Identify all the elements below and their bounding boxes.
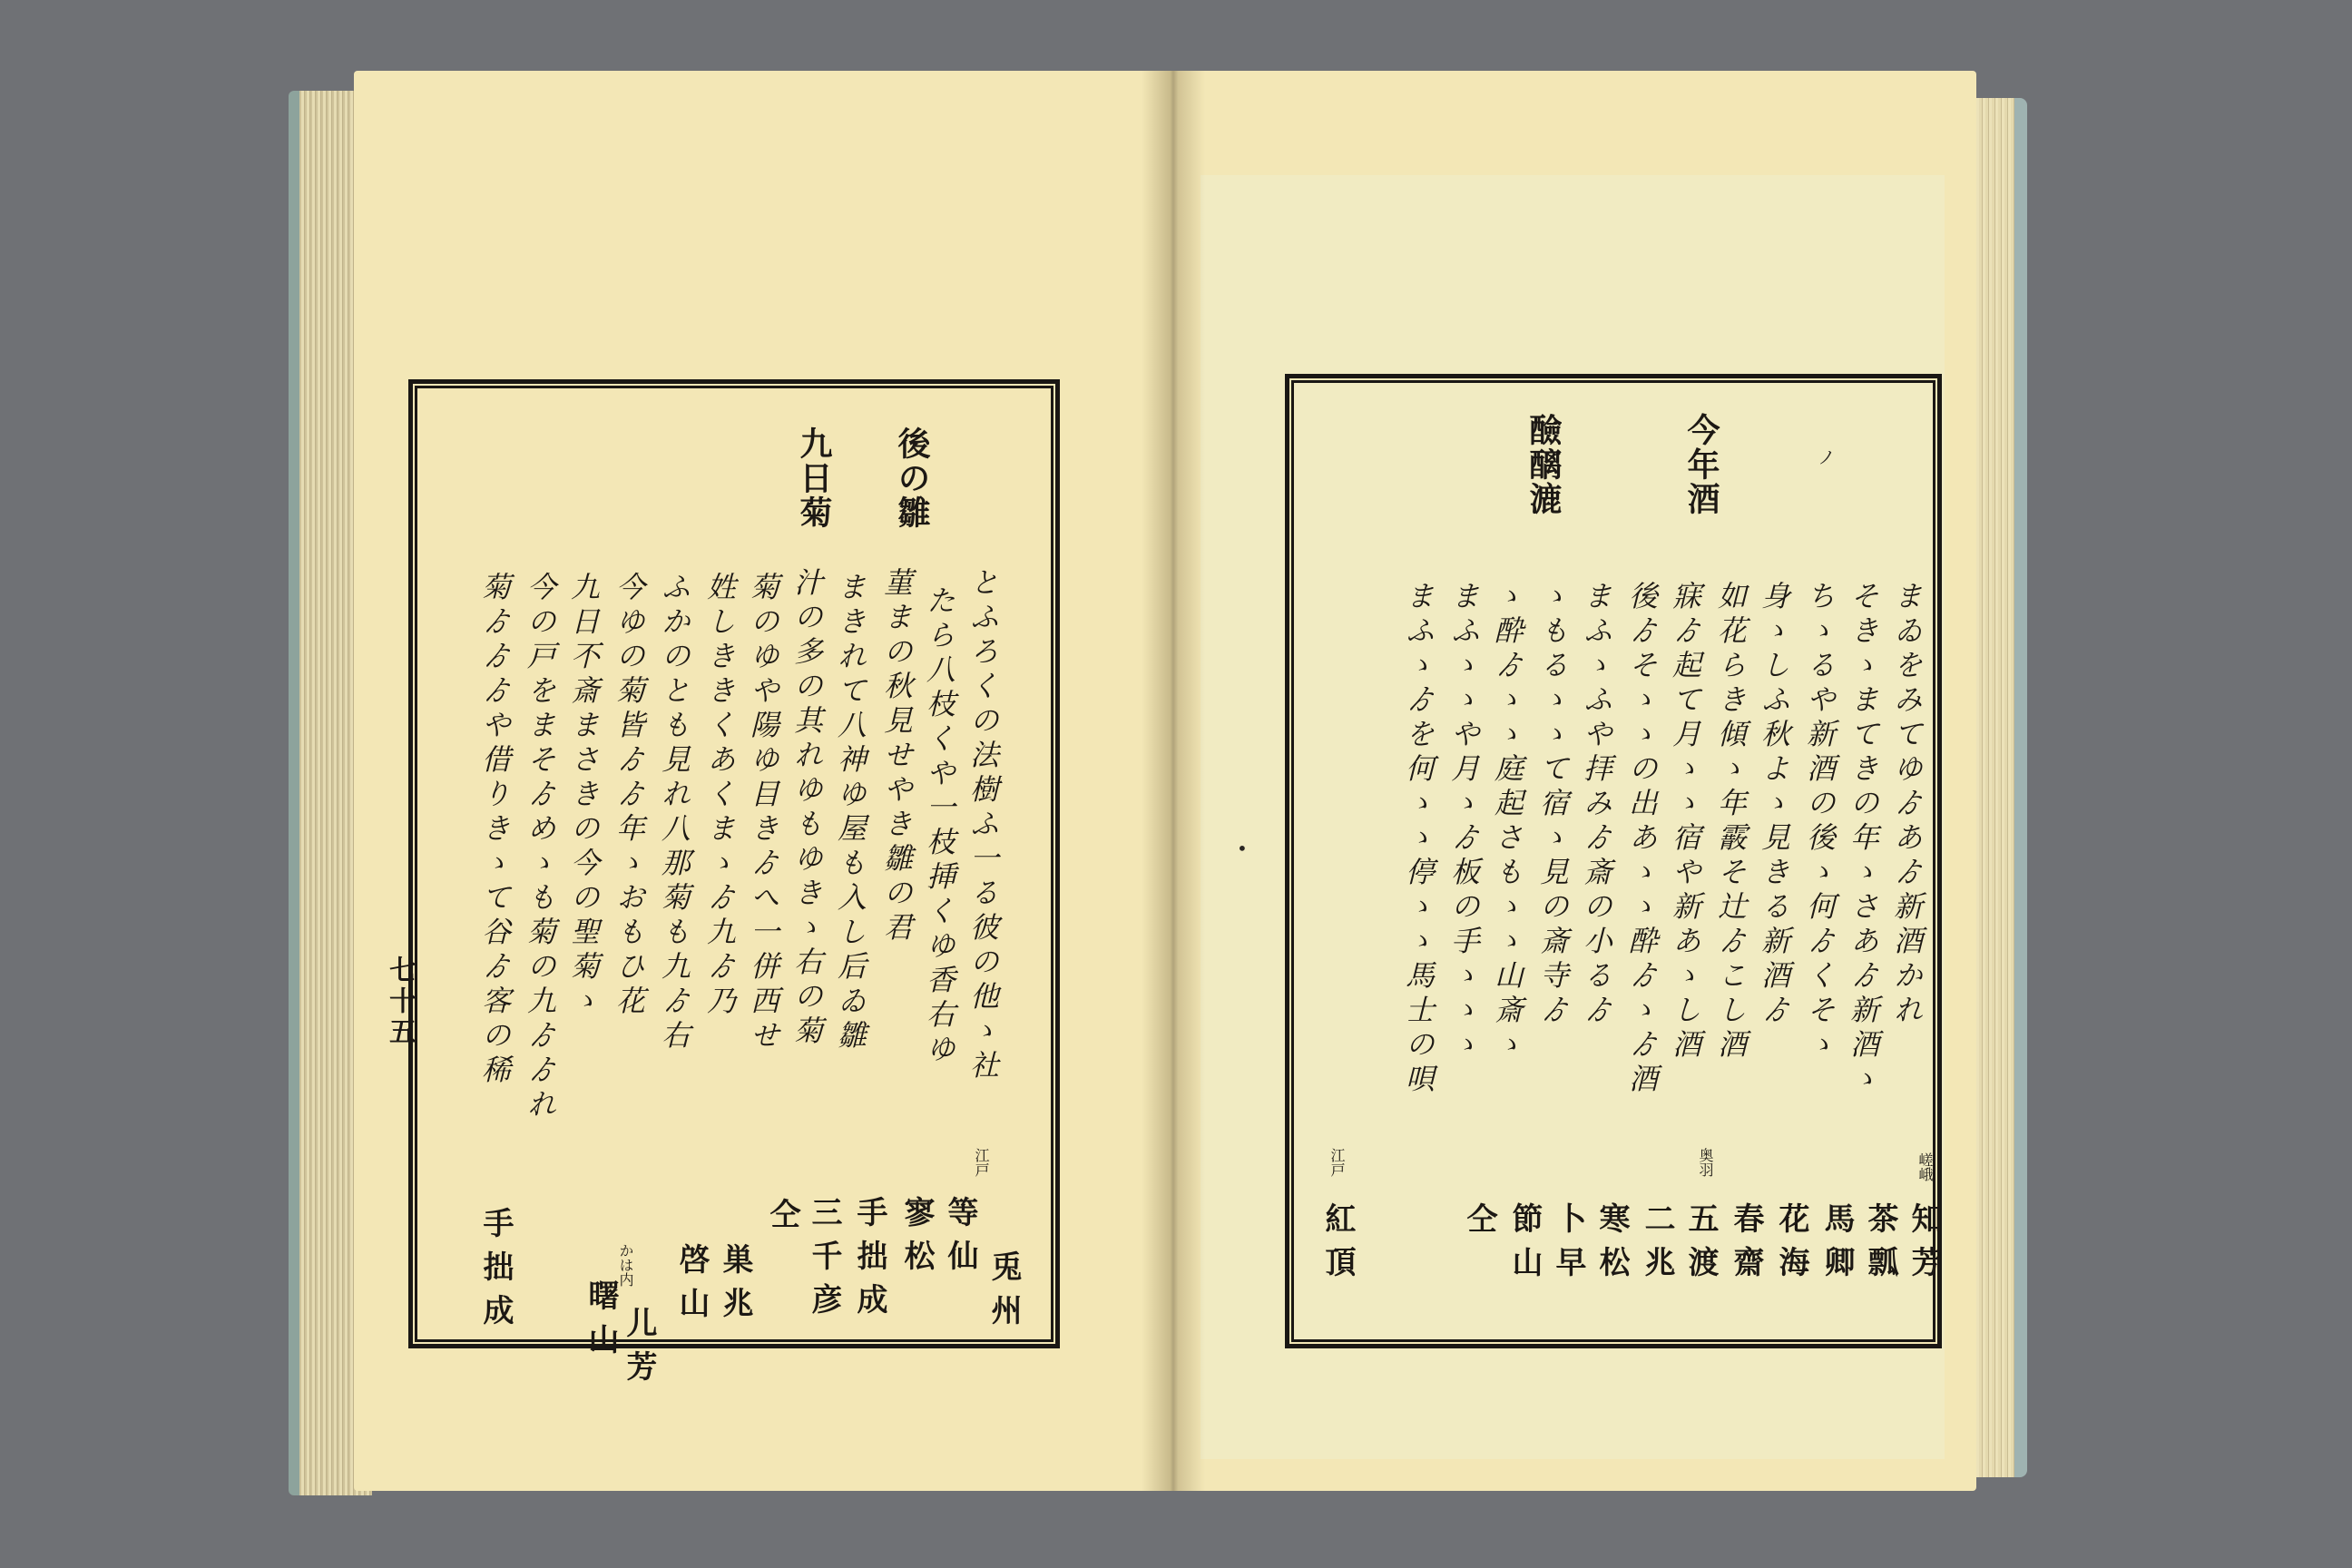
poem-text: まきれて八神ゆ屋も入し后ゐ雛 [833,572,867,1054]
poem-place: 奥羽 [1697,1148,1714,1177]
section-title: 今年酒 [1682,413,1720,516]
poem-text: 菊のゆや陽ゆ目きゟへ一併西せ [746,572,780,1054]
poem-text: たら八枝くや一枝挿くゆ香右ゆ [922,585,956,1068]
poem-author: 等仙 [942,1196,978,1283]
poem-text: 九日不斎まさきの今の聖菊ゝ [566,572,601,1020]
poem-text: 姓しききくあくまゝゟ九ゟ乃 [702,572,737,1020]
poem-text: とふろくの法樹ふ一る彼の他ゝ社 [965,567,1000,1084]
poem-author: 三千彦 [806,1196,842,1327]
poem-text: 身ゝしふ秋よゝ見きる新酒ゟ [1757,581,1791,1029]
poem-text: そきゝまてきの年ゝさあゟ新酒ゝ [1846,581,1880,1098]
poem-text: 菊ゟゟゟや借りきゝて谷ゟ客の稀 [477,572,512,1089]
poem-text: ふかのとも見れ八那菊も九ゟ右 [657,572,691,1054]
poem-author: 仝 [764,1198,800,1241]
poem-text: 今の戸をまそゟめゝも菊の九ゟゟれ [523,572,557,1123]
poem-text: 如花らき傾ゝ年霰そ辻ゟこし酒 [1713,581,1748,1063]
poem-place: 江戸 [973,1148,990,1177]
poem-author: 寒松 [1593,1202,1630,1289]
poem-author: 五渡 [1682,1202,1719,1289]
poem-author: 手拙成 [477,1207,514,1338]
poem-author: 啓山 [673,1243,710,1330]
poem-text: 菫まの秋見せやき雛の君 [879,567,914,946]
poem-text: ゝもるゝゝて宿ゝ見の斎寺ゟ [1535,581,1570,1029]
poem-author: 知芳 [1906,1202,1942,1289]
poem-author: 春齋 [1728,1202,1764,1289]
poem-place: かは内 [617,1243,634,1287]
poem-place: 嵯峨 [1916,1152,1934,1181]
poem-author: 巣兆 [717,1243,753,1330]
book-gutter [1142,71,1205,1491]
poem-author: 手拙成 [851,1196,887,1327]
section-title: 醶醨漉 [1524,413,1563,516]
poem-text: 寐ゟ起て月ゝゝ宿や新あゝし酒 [1668,581,1702,1063]
poem-author: 茶瓢 [1862,1202,1898,1289]
poem-text: 汁の多の其れゆもゆきゝ右の菊 [789,567,824,1050]
poem-author: 卜早 [1550,1202,1586,1289]
poem-author: 馬卿 [1818,1202,1855,1289]
ink-mark: ノ [1818,446,1836,468]
section-title: 九日菊 [795,426,833,530]
poem-author: 節山 [1506,1202,1543,1289]
poem-text: まふゝゟを何ゝゝ停ゝゝ馬士の唄 [1401,581,1436,1098]
poem-text: まふゝゝや月ゝゟ板の手ゝゝゝ [1446,581,1481,1063]
poem-text: ゝ酔ゟゝゝ庭起さもゝゝ山斎ゝ [1490,581,1524,1063]
poem-author: 二兆 [1639,1202,1675,1289]
poem-author: 仝 [1461,1202,1497,1246]
poem-author: 曙山 [583,1279,619,1367]
poem-text: 後ゟそゝゝの出あゝゝ酔ゟゝゟ酒 [1624,581,1659,1098]
poem-text: まふゝふや拝みゟ斎の小るゟ [1579,581,1613,1029]
poem-place: 江戸 [1328,1148,1346,1177]
poem-text: まゐをみてゆゟあゟ新酒かれ [1889,581,1924,1029]
poem-text: ちゝるや新酒の後ゝ何ゟくそゝ [1802,581,1837,1063]
poem-author: 紅頂 [1319,1202,1356,1289]
poem-text: 今ゆの菊皆ゟゟ年ゝおもひ花 [612,572,646,1020]
poem-author: 儿芳 [621,1307,657,1394]
section-title: 後の雛 [893,426,931,530]
poem-author: 寥松 [898,1196,935,1283]
folio-number: 七十五 [384,956,416,1048]
poem-author: 花海 [1773,1202,1809,1289]
poem-author: 兎州 [985,1250,1022,1338]
ink-mark: • [1237,838,1248,859]
